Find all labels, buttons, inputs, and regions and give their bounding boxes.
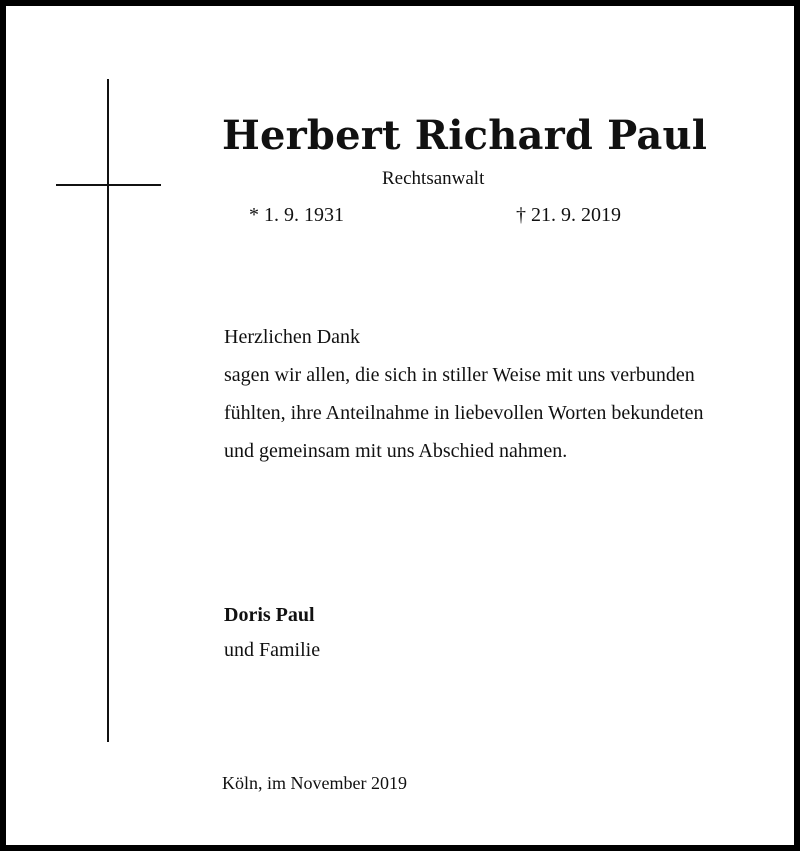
- birth-date: * 1. 9. 1931: [249, 204, 344, 226]
- death-date: † 21. 9. 2019: [516, 204, 621, 226]
- signer-name: Doris Paul: [224, 604, 315, 626]
- signer-addition: und Familie: [224, 639, 321, 661]
- deceased-name: Herbert Richard Paul: [222, 112, 708, 159]
- message-line: und gemeinsam mit uns Abschied nahmen.: [224, 440, 568, 462]
- profession: Rechtsanwalt: [382, 168, 485, 189]
- cross-vertical-bar: [107, 79, 109, 742]
- cross-horizontal-bar: [56, 184, 161, 186]
- message-line: fühlten, ihre Anteilnahme in liebevollen Worten bekundeten: [224, 402, 704, 424]
- message-line: Herzlichen Dank: [224, 326, 361, 348]
- message-line: sagen wir allen, die sich in stiller Weise mit uns verbunden: [224, 364, 695, 386]
- place-and-date: Köln, im November 2019: [222, 773, 407, 793]
- thank-you-message: [224, 318, 754, 470]
